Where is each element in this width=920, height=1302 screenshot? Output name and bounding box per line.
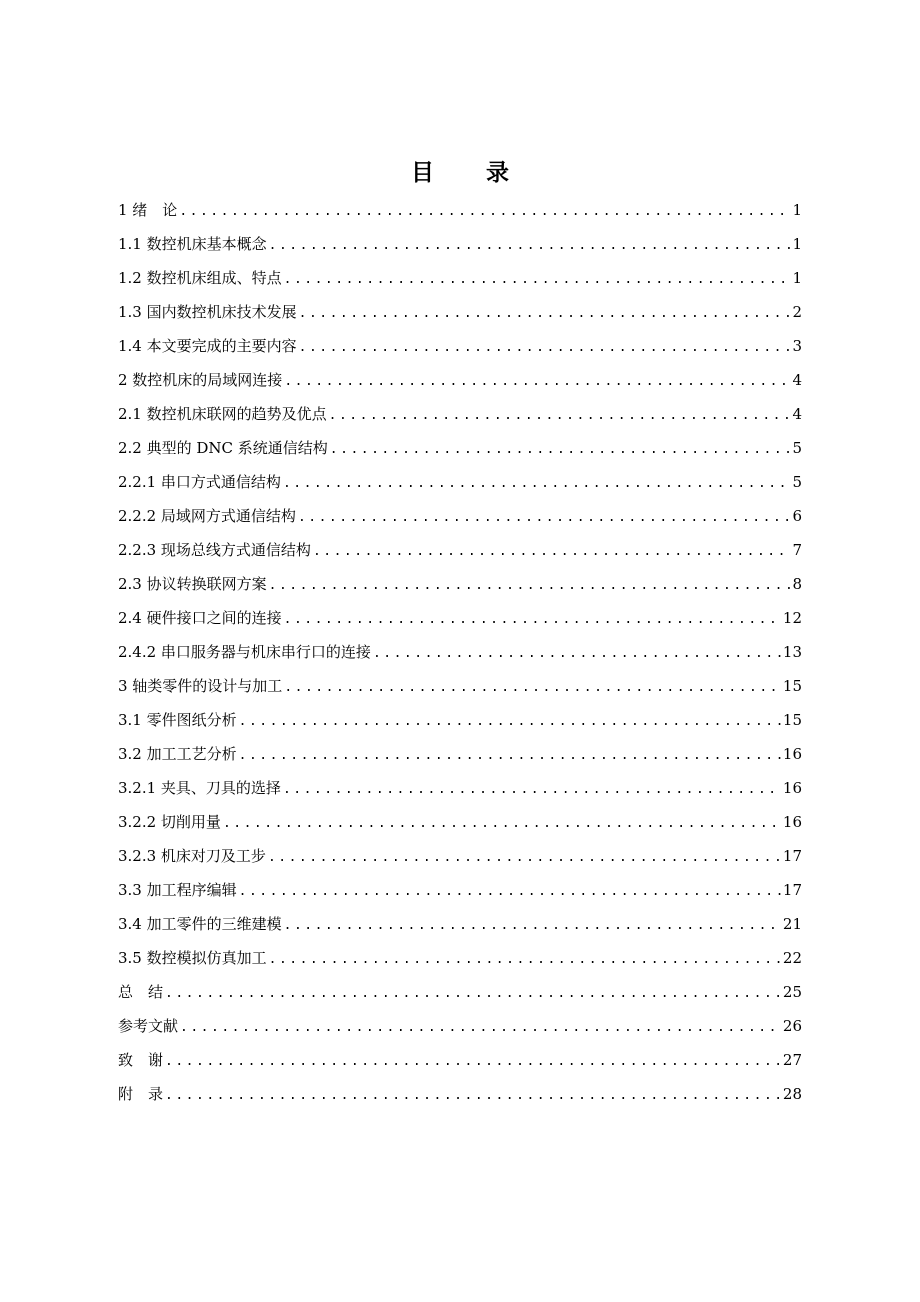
toc-leader-dots — [283, 773, 781, 807]
toc-entry[interactable] — [118, 295, 802, 329]
toc-entry-label: 总 结 — [118, 983, 164, 1001]
toc-leader-dots — [330, 433, 790, 467]
toc-entry[interactable] — [118, 839, 802, 873]
toc-entry-page-number: 21 — [782, 915, 802, 933]
toc-entry-label: 1.1 数控机床基本概念 — [118, 235, 267, 253]
toc-leader-dots — [284, 909, 781, 943]
toc-entry[interactable] — [118, 1043, 802, 1077]
toc-entry-page-number: 2 — [792, 303, 802, 321]
toc-leader-dots — [283, 467, 790, 501]
toc-entry-page-number: 26 — [782, 1017, 802, 1035]
toc-entry-page-number: 7 — [792, 541, 802, 559]
toc-title: 目 录 — [410, 160, 531, 186]
toc-entry-page-number: 15 — [782, 711, 802, 729]
toc-entry[interactable] — [118, 329, 802, 363]
toc-entry-page-number: 4 — [792, 371, 802, 389]
toc-entry[interactable] — [118, 431, 802, 465]
toc-leader-dots — [373, 637, 781, 671]
toc-entry[interactable] — [118, 907, 802, 941]
toc-entry-page-number: 1 — [792, 201, 802, 219]
toc-entry-label: 3.1 零件图纸分析 — [118, 711, 237, 729]
toc-leader-dots — [313, 535, 790, 569]
toc-entry-page-number: 5 — [792, 439, 802, 457]
toc-entry-label: 2.4.2 串口服务器与机床串行口的连接 — [118, 643, 371, 661]
toc-leader-dots — [239, 705, 781, 739]
toc-entry[interactable] — [118, 465, 802, 499]
toc-leader-dots — [165, 977, 781, 1011]
toc-entry[interactable] — [118, 261, 802, 295]
toc-leader-dots — [165, 1045, 781, 1079]
toc-entry[interactable] — [118, 873, 802, 907]
toc-entry-page-number: 16 — [782, 813, 802, 831]
toc-leader-dots — [180, 1011, 781, 1045]
toc-entry-label: 致 谢 — [118, 1051, 164, 1069]
toc-leader-dots — [329, 399, 790, 433]
toc-entry[interactable] — [118, 703, 802, 737]
toc-leader-dots — [269, 229, 790, 263]
toc-entry-label: 3.2.2 切削用量 — [118, 813, 221, 831]
toc-leader-dots — [268, 841, 781, 875]
toc-entry[interactable] — [118, 533, 802, 567]
toc-entry-label: 3.5 数控模拟仿真加工 — [118, 949, 267, 967]
toc-entry-page-number: 16 — [782, 779, 802, 797]
toc-entry-page-number: 17 — [782, 847, 802, 865]
toc-entry[interactable] — [118, 567, 802, 601]
toc-entry-page-number: 1 — [792, 269, 802, 287]
toc-leader-dots — [239, 875, 781, 909]
toc-entry-label: 1.4 本文要完成的主要内容 — [118, 337, 297, 355]
toc-entry-label: 2.3 协议转换联网方案 — [118, 575, 267, 593]
toc-entry[interactable] — [118, 499, 802, 533]
toc-leader-dots — [299, 331, 790, 365]
toc-entry-page-number: 22 — [782, 949, 802, 967]
toc-entry[interactable] — [118, 669, 802, 703]
toc-entry-page-number: 6 — [792, 507, 802, 525]
toc-entry[interactable] — [118, 941, 802, 975]
toc-entry-page-number: 1 — [792, 235, 802, 253]
toc-entry-label: 附 录 — [118, 1085, 164, 1103]
toc-leader-dots — [269, 943, 781, 977]
toc-leader-dots — [284, 263, 790, 297]
toc-entry[interactable] — [118, 737, 802, 771]
toc-entry-label: 参考文献 — [118, 1017, 179, 1035]
toc-entry-page-number: 3 — [792, 337, 802, 355]
toc-entry-label: 3.3 加工程序编辑 — [118, 881, 237, 899]
toc-entry-label: 2.2.3 现场总线方式通信结构 — [118, 541, 311, 559]
toc-entry[interactable] — [118, 397, 802, 431]
toc-entry-page-number: 8 — [792, 575, 802, 593]
toc-leader-dots — [299, 297, 790, 331]
toc-entry-label: 3.2 加工工艺分析 — [118, 745, 237, 763]
toc-entry[interactable] — [118, 363, 802, 397]
toc-entry-page-number: 25 — [782, 983, 802, 1001]
toc-entry[interactable] — [118, 635, 802, 669]
toc-entry-page-number: 17 — [782, 881, 802, 899]
toc-entry-label: 3.2.3 机床对刀及工步 — [118, 847, 266, 865]
toc-entry-page-number: 12 — [782, 609, 802, 627]
toc-entry-page-number: 27 — [782, 1051, 802, 1069]
toc-leader-dots — [269, 569, 790, 603]
toc-leader-dots — [179, 195, 790, 229]
toc-entry-label: 2.4 硬件接口之间的连接 — [118, 609, 282, 627]
toc-entry-label: 1.3 国内数控机床技术发展 — [118, 303, 297, 321]
toc-entry[interactable] — [118, 193, 802, 227]
toc-leader-dots — [284, 603, 781, 637]
toc-entry[interactable] — [118, 601, 802, 635]
toc-list — [118, 193, 802, 1111]
toc-entry[interactable] — [118, 771, 802, 805]
toc-entry-label: 2 数控机床的局域网连接 — [118, 371, 283, 389]
toc-entry[interactable] — [118, 1077, 802, 1111]
toc-entry[interactable] — [118, 227, 802, 261]
toc-entry-label: 2.2.1 串口方式通信结构 — [118, 473, 281, 491]
toc-entry-label: 2.2 典型的 DNC 系统通信结构 — [118, 439, 328, 457]
toc-entry[interactable] — [118, 805, 802, 839]
toc-entry-page-number: 13 — [782, 643, 802, 661]
toc-leader-dots — [239, 739, 781, 773]
toc-entry-label: 3.4 加工零件的三维建模 — [118, 915, 282, 933]
toc-entry-page-number: 16 — [782, 745, 802, 763]
toc-leader-dots — [284, 671, 781, 705]
toc-entry-label: 3 轴类零件的设计与加工 — [118, 677, 283, 695]
toc-entry-label: 3.2.1 夹具、刀具的选择 — [118, 779, 281, 797]
toc-entry-label: 1.2 数控机床组成、特点 — [118, 269, 282, 287]
toc-entry-label: 2.1 数控机床联网的趋势及优点 — [118, 405, 327, 423]
toc-entry[interactable] — [118, 1009, 802, 1043]
toc-entry-page-number: 15 — [782, 677, 802, 695]
toc-leader-dots — [165, 1079, 781, 1113]
toc-entry-page-number: 28 — [782, 1085, 802, 1103]
toc-leader-dots — [284, 365, 790, 399]
toc-entry[interactable] — [118, 975, 802, 1009]
toc-leader-dots — [223, 807, 781, 841]
toc-entry-page-number: 5 — [792, 473, 802, 491]
toc-leader-dots — [298, 501, 790, 535]
toc-entry-label: 2.2.2 局域网方式通信结构 — [118, 507, 296, 525]
toc-entry-label: 1 绪 论 — [118, 201, 178, 219]
toc-entry-page-number: 4 — [792, 405, 802, 423]
